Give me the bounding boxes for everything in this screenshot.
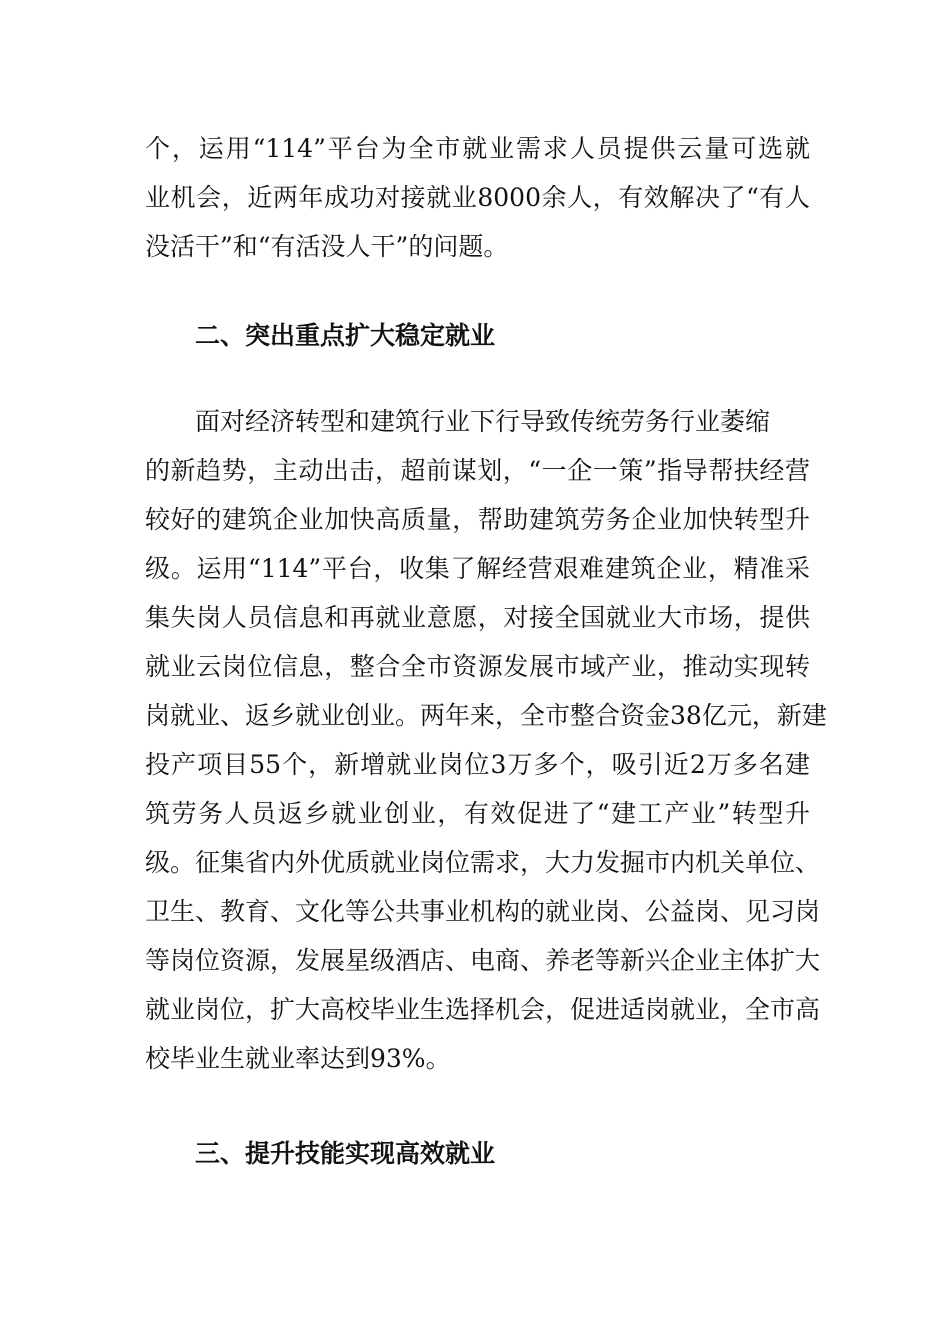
text-line: 就业岗位，扩大高校毕业生选择机会，促进适岗就业，全市高 [145, 995, 821, 1024]
section-2-paragraph [145, 397, 827, 1083]
section-heading: 三、提升技能实现高效就业 [195, 1139, 496, 1168]
text-line: 校毕业生就业率达到93%。 [145, 1044, 451, 1073]
text-line: 级。运用“114”平台，收集了解经营艰难建筑企业，精准采 [145, 554, 810, 583]
text-line: 投产项目55个，新增就业岗位3万多个，吸引近2万多名建 [145, 750, 810, 779]
text-line: 就业云岗位信息，整合全市资源发展市域产业，推动实现转 [145, 652, 810, 681]
text-line: 筑劳务人员返乡就业创业，有效促进了“建工产业”转型升 [145, 799, 810, 828]
text-line: 较好的建筑企业加快高质量，帮助建筑劳务企业加快转型升 [145, 505, 810, 534]
text-line: 业机会，近两年成功对接就业8000余人，有效解决了“有人 [145, 183, 810, 212]
text-line: 没活干”和“有活没人干”的问题。 [145, 232, 509, 261]
text-line: 级。征集省内外优质就业岗位需求，大力发掘市内机关单位、 [145, 848, 821, 877]
text-line: 的新趋势，主动出击，超前谋划，“一企一策”指导帮扶经营 [145, 456, 810, 485]
paragraph-continuation [145, 124, 810, 271]
text-line: 面对经济转型和建筑行业下行导致传统劳务行业萎缩 [195, 407, 771, 436]
text-line: 个，运用“114”平台为全市就业需求人员提供云量可选就 [145, 134, 810, 163]
text-line: 集失岗人员信息和再就业意愿，对接全国就业大市场，提供 [145, 603, 810, 632]
section-heading: 二、突出重点扩大稳定就业 [195, 321, 496, 350]
text-line: 等岗位资源，发展星级酒店、电商、养老等新兴企业主体扩大 [145, 946, 821, 975]
text-line: 岗就业、返乡就业创业。两年来，全市整合资金38亿元，新建 [145, 701, 827, 730]
text-line: 卫生、教育、文化等公共事业机构的就业岗、公益岗、见习岗 [145, 897, 821, 926]
